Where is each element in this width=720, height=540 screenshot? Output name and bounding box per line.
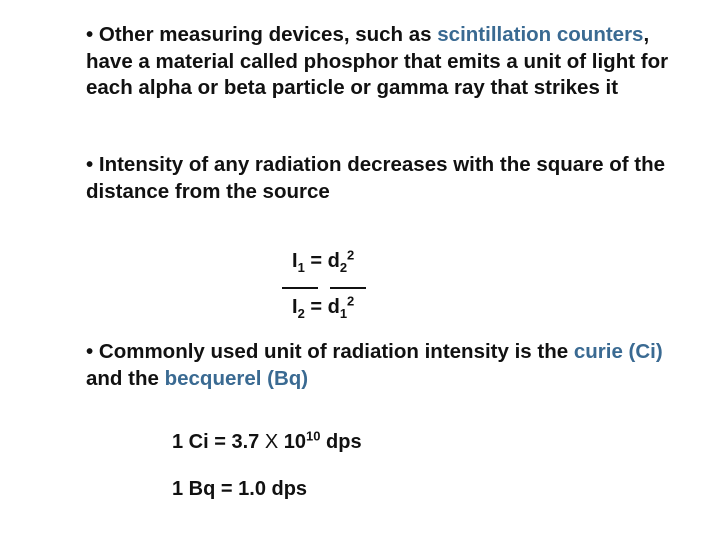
bullet-units <box>86 339 676 392</box>
equation-curie <box>172 428 362 454</box>
bullet-intensity <box>86 152 676 205</box>
bullet-text: Intensity of any radiation decreases with the square of the distance from the source <box>86 153 666 203</box>
bullet-scintillation <box>86 22 676 102</box>
formula-sub: 1 <box>339 306 348 321</box>
formula-bottom <box>292 293 355 321</box>
formula-sub: 2 <box>297 306 305 321</box>
bullet-text: and the <box>86 366 165 390</box>
bullet-text: Commonly used unit of radiation intensity is the <box>93 340 574 363</box>
equation-lhs: 1 Ci = 3.7 <box>172 431 265 453</box>
bullet-marker: • <box>86 340 94 363</box>
fraction-bar-left <box>282 287 318 289</box>
term-becquerel: becquerel (Bq) <box>164 366 309 390</box>
formula-top <box>292 247 355 275</box>
formula-sup: 2 <box>347 247 355 263</box>
equation-becquerel <box>172 478 307 501</box>
formula-i: I <box>292 250 298 272</box>
bullet-marker: • <box>86 23 94 46</box>
bullet-text: Other measuring devices, such as <box>93 23 438 46</box>
formula-sub: 2 <box>339 260 348 275</box>
equation-text: 1 Bq = 1.0 dps <box>172 478 308 500</box>
bullet-text: , have a material called phosphor that emits a unit of light for each alpha or beta particle or gamma ray that strikes it <box>86 23 669 99</box>
bullet-marker: • <box>86 153 94 176</box>
fraction-bar-right <box>330 287 366 289</box>
times-sign: X <box>264 431 279 453</box>
formula-equals: = <box>304 296 328 318</box>
equation-unit: dps <box>320 431 362 453</box>
formula-equals: = <box>304 250 328 272</box>
formula-d: d <box>327 296 340 318</box>
formula-sub: 1 <box>297 260 305 275</box>
equation-base: 10 <box>278 431 306 453</box>
formula-i: I <box>292 296 298 318</box>
equation-exponent: 10 <box>306 428 321 444</box>
formula-d: d <box>327 250 340 272</box>
formula-sup: 2 <box>347 293 355 309</box>
term-curie: curie (Ci) <box>573 340 663 363</box>
term-scintillation-counters: scintillation counters <box>437 23 644 46</box>
